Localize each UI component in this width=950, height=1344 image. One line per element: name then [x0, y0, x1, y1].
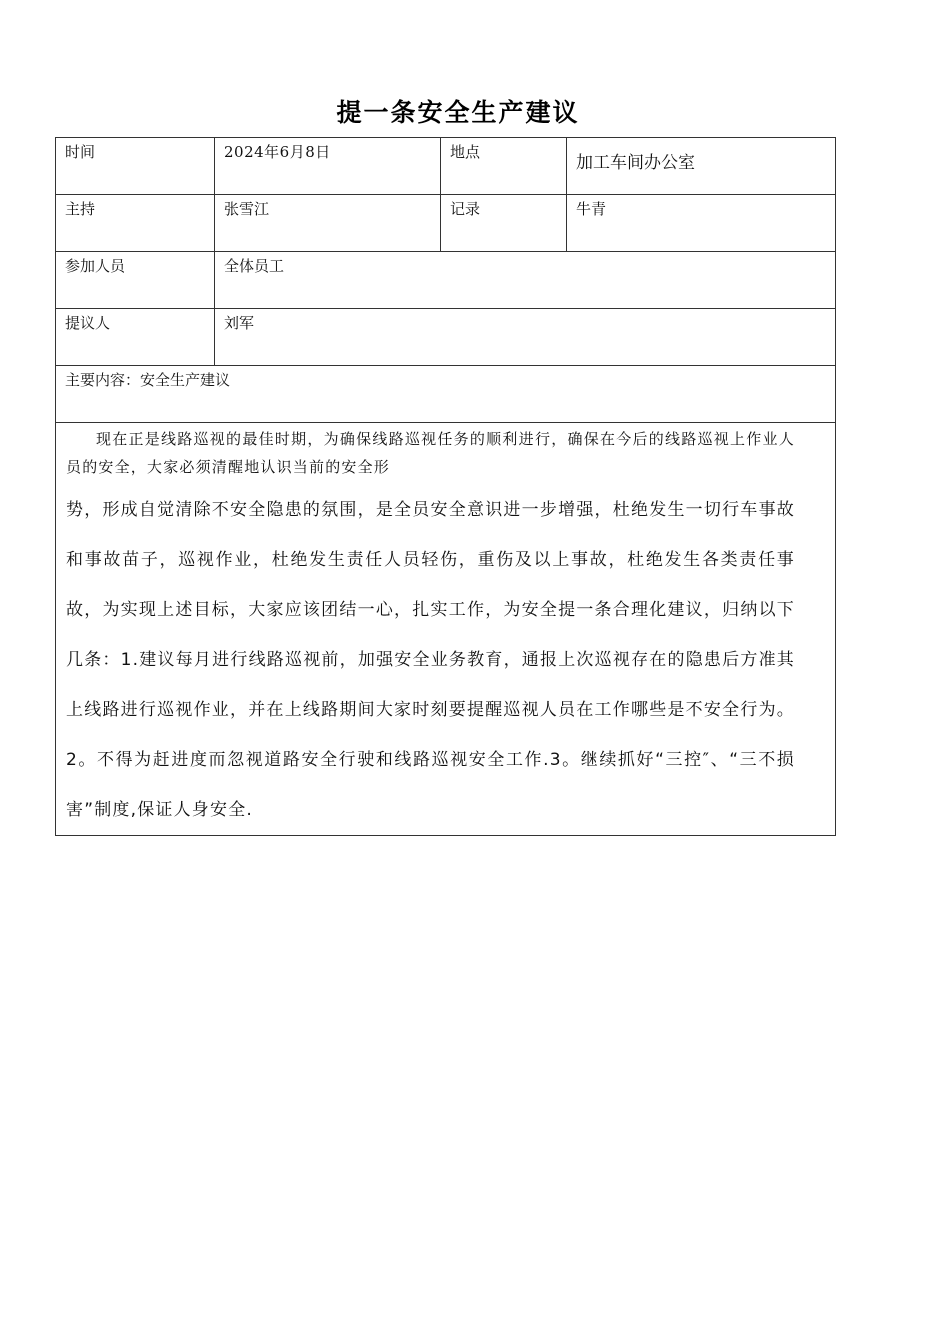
recorder-label: 记录 — [441, 195, 567, 252]
time-label: 时间 — [56, 138, 215, 195]
proposer-label: 提议人 — [56, 309, 215, 366]
body-paragraph — [66, 423, 795, 835]
row-time-place — [56, 138, 836, 195]
place-label: 地点 — [441, 138, 567, 195]
body-rest: 势，形成自觉清除不安全隐患的氛围，是全员安全意识进一步增强，杜绝发生一切行车事故和事故苗子，巡视作业，杜绝发生责任人员轻伤，重伤及以上事故，杜绝发生各类责任事故，为实现上述目标，大家应该团结一心，扎实工作，为安全提一条合理化建议，归纳以下几条：1.建议每月进行线路巡视前，加强安全业务教育，通报上次巡视存在的隐患后方准其上线路进行巡视作业，并在上线路期间大家时刻要提醒巡视人员在工作哪些是不安全行为。2。不得为赶进度而忽视道路安全行驶和线路巡视安全工作.3。继续抓好“三控″、“三不损害”制度,保证人身安全. — [66, 500, 795, 820]
place-cell — [567, 138, 836, 195]
participants-label: 参加人员 — [56, 252, 215, 309]
row-participants — [56, 252, 836, 309]
host-value: 张雪江 — [215, 195, 441, 252]
body-intro: 现在正是线路巡视的最佳时期，为确保线路巡视任务的顺利进行，确保在今后的线路巡视上作业人员的安全，大家必须清醒地认识当前的安全形 — [66, 430, 795, 476]
row-main-content — [56, 366, 836, 423]
proposal-form-table — [55, 137, 836, 836]
proposer-value: 刘军 — [215, 309, 836, 366]
host-label: 主持 — [56, 195, 215, 252]
place-value: 加工车间办公室 — [576, 153, 695, 173]
main-content: 主要内容：安全生产建议 — [56, 366, 836, 423]
time-value: 2024年6月8日 — [215, 138, 441, 195]
participants-value: 全体员工 — [215, 252, 836, 309]
row-proposer — [56, 309, 836, 366]
row-body — [56, 423, 836, 836]
document-title: 提一条安全生产建议 — [336, 98, 580, 127]
row-host-recorder — [56, 195, 836, 252]
recorder-value: 牛青 — [567, 195, 836, 252]
body-cell — [56, 423, 836, 836]
